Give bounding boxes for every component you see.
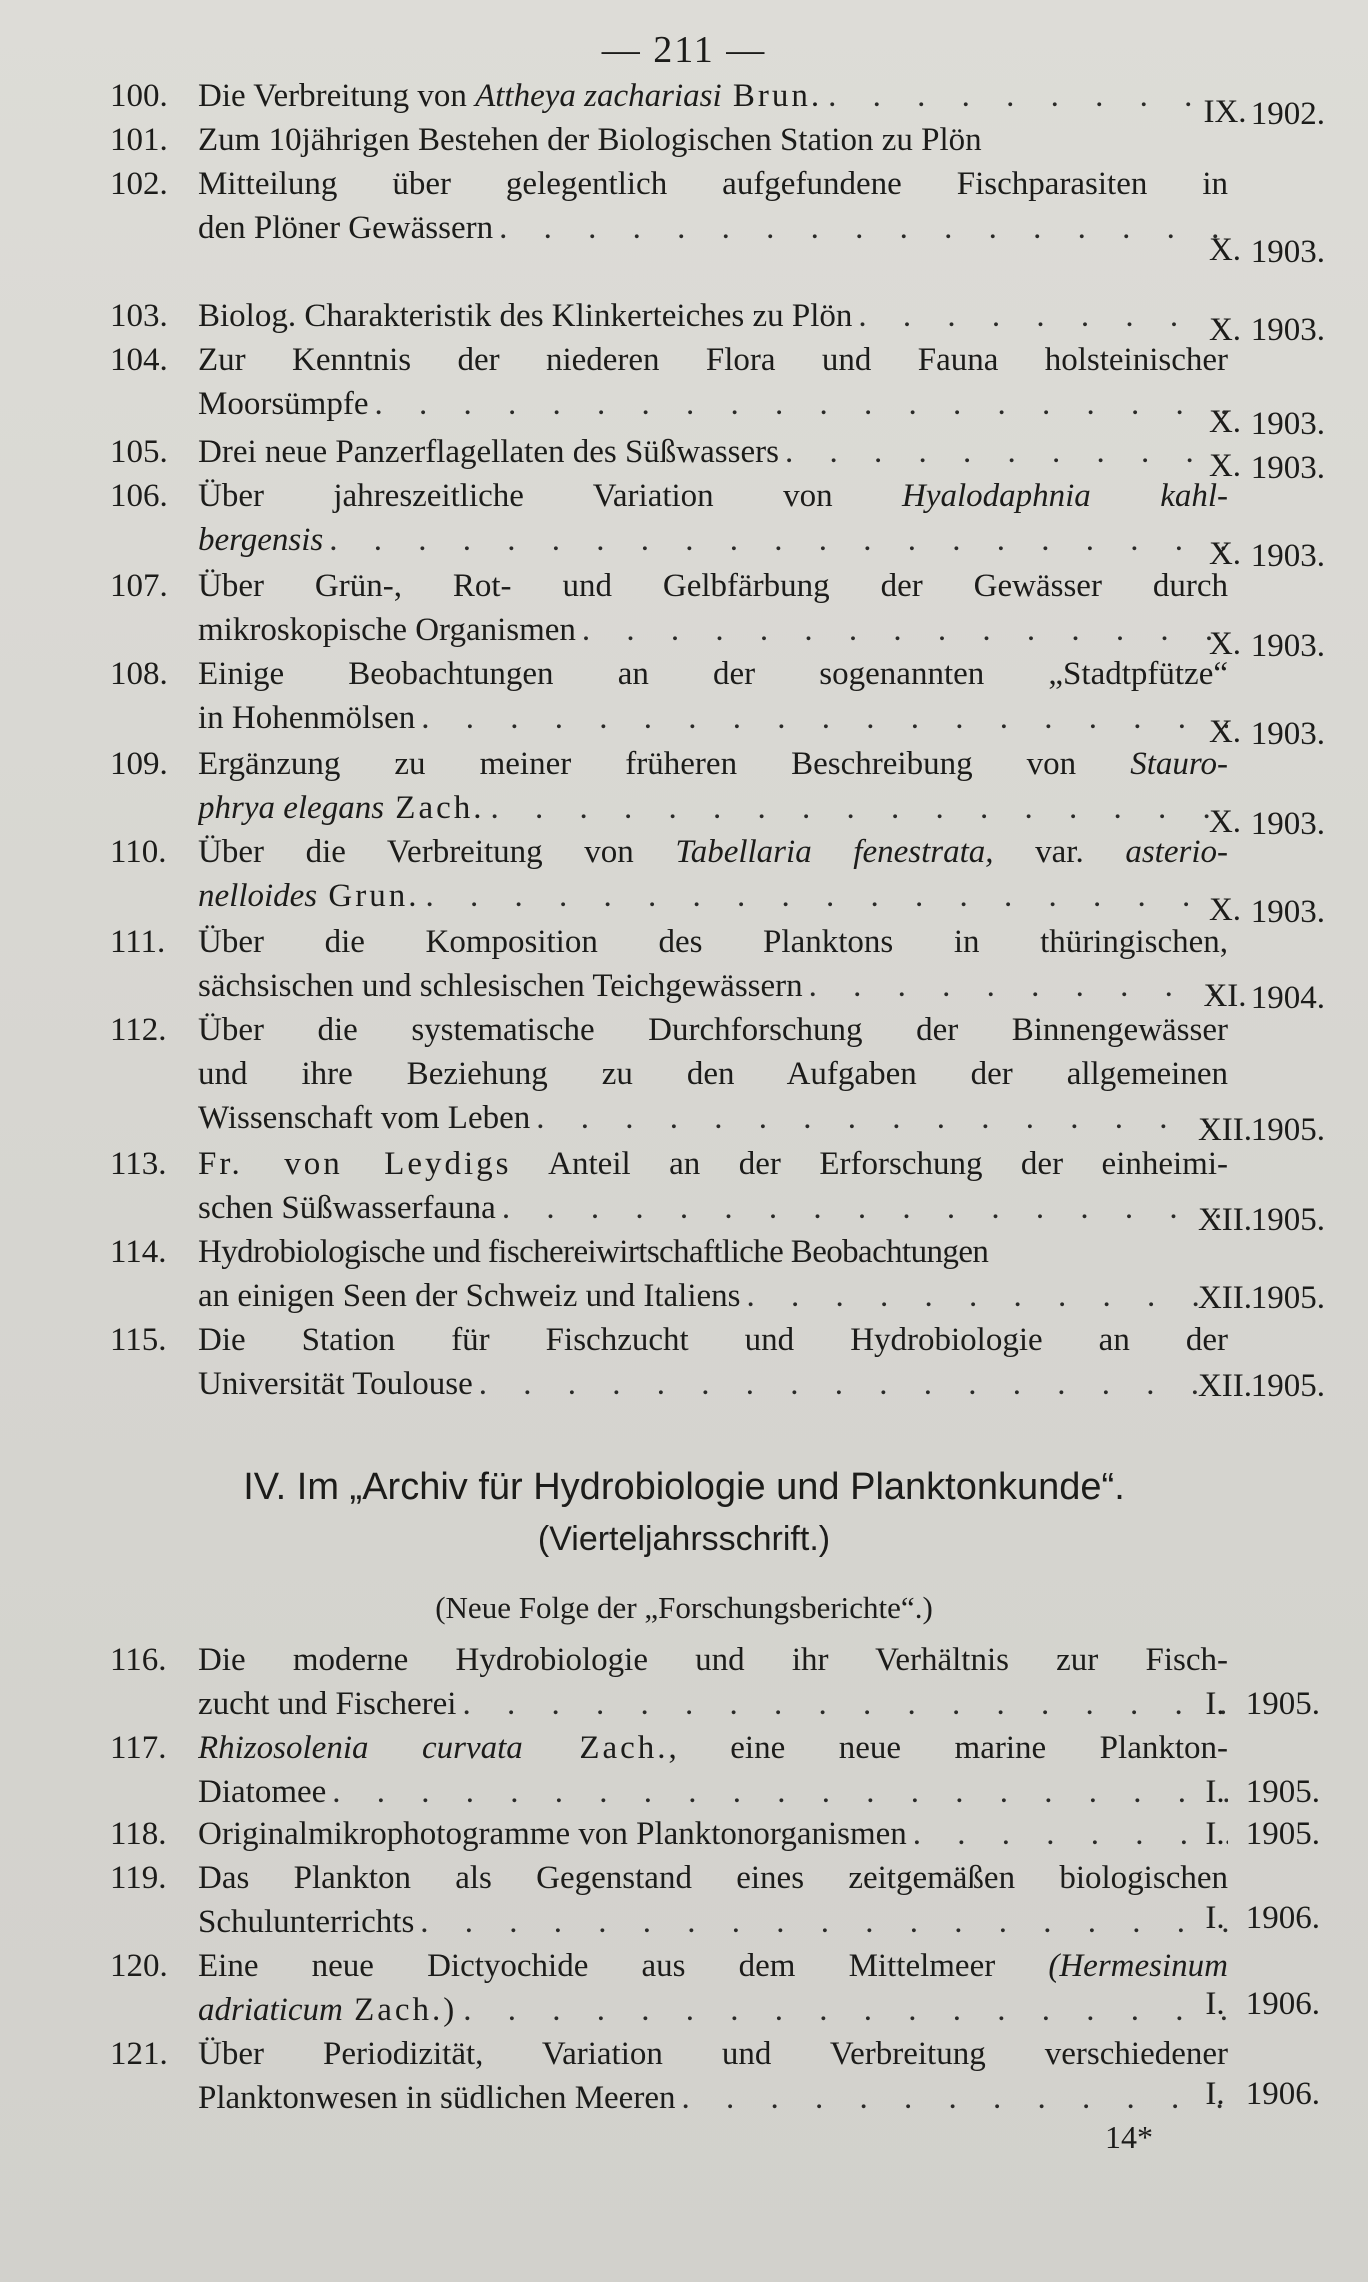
entry-title: Mitteilung über gelegentlich aufgefundene Fischparasiten in den Plöner Gewässern . . . xyxy=(198,162,1228,250)
signature-mark: 14* xyxy=(1105,2119,1153,2155)
entry-number: 105. xyxy=(110,434,168,470)
entry-year: 1905. xyxy=(1245,1686,1320,1722)
entry-year: 1904. xyxy=(1250,980,1325,1016)
entry-number: 110. xyxy=(110,834,167,870)
entry-number: 108. xyxy=(110,656,168,692)
entry-volume: X. xyxy=(1208,404,1242,440)
entry-year: 1903. xyxy=(1250,234,1325,270)
entry-number: 118. xyxy=(110,1816,167,1852)
entry-number: 106. xyxy=(110,478,168,514)
entry-number: 120. xyxy=(110,1948,168,1984)
entry-title: Über Grün-, Rot- und Gelbfärbung der Gewässer durch mikroskopische Organismen . . . xyxy=(198,564,1228,652)
entry-year: 1903. xyxy=(1250,628,1325,664)
entry-title: Zum 10jährigen Bestehen der Biologischen Station zu Plön xyxy=(198,122,982,158)
entry-volume: I. xyxy=(1205,1774,1225,1810)
entry-number: 103. xyxy=(110,298,168,334)
entry-year: 1905. xyxy=(1250,1368,1325,1404)
entry-year: 1906. xyxy=(1245,2076,1320,2112)
entry-title: Das Plankton als Gegenstand eines zeitgemäßen biologischen Schulunterrichts . . . xyxy=(198,1856,1228,1944)
section-heading: IV. Im „Archiv für Hydrobiologie und Planktonkunde“. xyxy=(243,1466,1125,1508)
entry-number: 112. xyxy=(110,1012,167,1048)
entry-volume: X. xyxy=(1208,626,1242,662)
entry-year: 1903. xyxy=(1250,716,1325,752)
entry-volume: XII. xyxy=(1197,1112,1253,1148)
entry-number: 104. xyxy=(110,342,168,378)
entry-volume: XII. xyxy=(1197,1368,1253,1404)
entry-year: 1905. xyxy=(1250,1112,1325,1148)
entry-number: 116. xyxy=(110,1642,167,1678)
entry-volume: XII. xyxy=(1197,1280,1253,1316)
entry-title: Über jahreszeitliche Variation von Hyalodaphnia kahl- bergensis . . . xyxy=(198,474,1228,562)
entry-year: 1903. xyxy=(1250,806,1325,842)
entry-volume: X. xyxy=(1208,232,1242,268)
entry-number: 109. xyxy=(110,746,168,782)
entry-title: Über die Komposition des Planktons in thüringischen, sächsischen und schlesischen Teichgewässern . . . xyxy=(198,920,1228,1008)
entry-year: 1905. xyxy=(1250,1280,1325,1316)
entry-number: 121. xyxy=(110,2036,168,2072)
page-number: — 211 — xyxy=(601,29,767,71)
entry-year: 1903. xyxy=(1250,894,1325,930)
entry-volume: XI. xyxy=(1203,978,1247,1014)
entry-year: 1903. xyxy=(1250,450,1325,486)
entry-title: Die moderne Hydrobiologie und ihr Verhältnis zur Fisch- zucht und Fischerei . . . xyxy=(198,1638,1228,1726)
entry-number: 107. xyxy=(110,568,168,604)
entry-title: Ergänzung zu meiner früheren Beschreibung von Stauro- phrya elegans Zach. . . . xyxy=(198,742,1228,830)
entry-number: 114. xyxy=(110,1234,167,1270)
entry-year: 1905. xyxy=(1245,1774,1320,1810)
entry-number: 102. xyxy=(110,166,168,202)
entry-title: Fr. von Leydigs Anteil an der Erforschung der einheimi- schen Süßwasserfauna . . . xyxy=(198,1142,1228,1230)
entry-title: Originalmikrophotogramme von Planktonorganismen . . . xyxy=(198,1812,1228,1856)
entry-year: 1905. xyxy=(1250,1202,1325,1238)
entry-volume: X. xyxy=(1208,448,1242,484)
entry-number: 115. xyxy=(110,1322,167,1358)
entry-number: 101. xyxy=(110,122,168,158)
entry-year: 1903. xyxy=(1250,538,1325,574)
entry-year: 1902. xyxy=(1250,96,1325,132)
entry-year: 1906. xyxy=(1245,1900,1320,1936)
entry-title: Rhizosolenia curvata Zach., eine neue marine Plankton- Diatomee . . . xyxy=(198,1726,1228,1814)
entry-title: Die Verbreitung von Attheya zachariasi Brun. . . . xyxy=(198,74,1228,118)
entry-title: Über die systematische Durchforschung der Binnengewässer und ihre Beziehung zu den Aufgaben der allgemeinen Wissenschaft vom Leben . . . xyxy=(198,1008,1228,1140)
entry-title: Einige Beobachtungen an der sogenannten „Stadtpfütze“ in Hohenmölsen . . . xyxy=(198,652,1228,740)
entry-title: Zur Kenntnis der niederen Flora und Fauna holsteinischer Moorsümpfe . . . xyxy=(198,338,1228,426)
entry-year: 1905. xyxy=(1245,1816,1320,1852)
entry-title: Über die Verbreitung von Tabellaria fenestrata, var. asterio- nelloides Grun. . . . xyxy=(198,830,1228,918)
section-note: (Neue Folge der „Forschungsberichte“.) xyxy=(435,1590,933,1625)
entry-volume: I. xyxy=(1205,1900,1225,1936)
entry-volume: I. xyxy=(1205,2076,1225,2112)
entry-number: 119. xyxy=(110,1860,167,1896)
entry-number: 100. xyxy=(110,78,168,114)
entry-title: Über Periodizität, Variation und Verbreitung verschiedener Planktonwesen in südlichen Meeren . . . xyxy=(198,2032,1228,2120)
entry-title: Die Station für Fischzucht und Hydrobiologie an der Universität Toulouse . . . xyxy=(198,1318,1228,1406)
entry-volume: X. xyxy=(1208,714,1242,750)
entry-year: 1906. xyxy=(1245,1986,1320,2022)
section-subheading: (Vierteljahrsschrift.) xyxy=(537,1520,831,1558)
entry-volume: I. xyxy=(1205,1686,1225,1722)
entry-volume: X. xyxy=(1208,536,1242,572)
entry-year: 1903. xyxy=(1250,312,1325,348)
entry-title: Biolog. Charakteristik des Klinkerteiches zu Plön . . . xyxy=(198,294,1228,338)
entry-year: 1903. xyxy=(1250,406,1325,442)
entry-title: Drei neue Panzerflagellaten des Süßwassers . . . xyxy=(198,430,1228,474)
entry-volume: XII. xyxy=(1197,1202,1253,1238)
entry-volume: X. xyxy=(1208,804,1242,840)
entry-volume: I. xyxy=(1205,1816,1225,1852)
entry-volume: X. xyxy=(1208,312,1242,348)
entry-title: Hydrobiologische und fischereiwirtschaftliche Beobachtungen an einigen Seen der Schweiz und Italiens . . . xyxy=(198,1230,1228,1318)
entry-volume: X. xyxy=(1208,892,1242,928)
entry-volume: I. xyxy=(1205,1986,1225,2022)
entry-title: Eine neue Dictyochide aus dem Mittelmeer (Hermesinum adriaticum Zach.) . . . xyxy=(198,1944,1228,2032)
entry-number: 111. xyxy=(110,924,166,960)
entry-number: 113. xyxy=(110,1146,167,1182)
entry-number: 117. xyxy=(110,1730,167,1766)
entry-volume: IX. xyxy=(1203,94,1247,130)
